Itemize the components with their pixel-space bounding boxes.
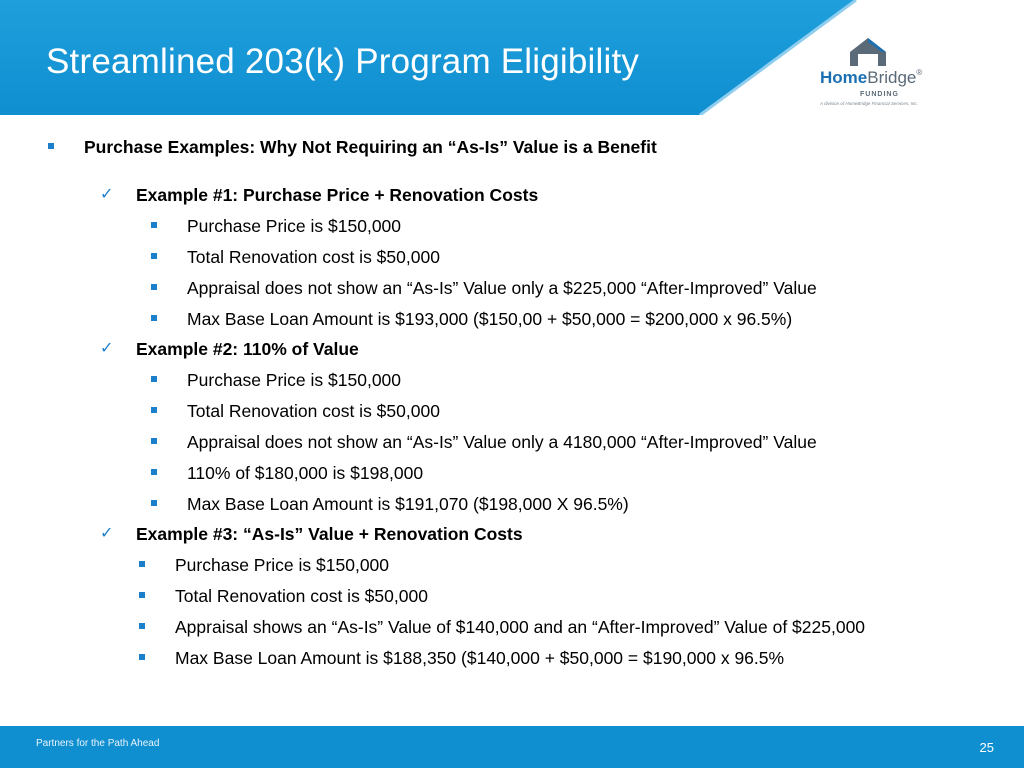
list-item: Total Renovation cost is $50,000 xyxy=(187,401,440,421)
square-bullet-icon xyxy=(151,315,157,321)
page-number: 25 xyxy=(979,740,994,755)
square-bullet-icon xyxy=(139,561,145,567)
square-bullet-icon xyxy=(151,469,157,475)
example-title: Example #1: Purchase Price + Renovation Costs xyxy=(136,185,539,205)
square-bullet-icon xyxy=(151,253,157,259)
list-item: Purchase Price is $150,000 xyxy=(187,216,402,236)
logo-wordmark xyxy=(820,68,922,88)
square-bullet-icon xyxy=(151,376,157,382)
checkmark-icon: ✓ xyxy=(100,525,114,542)
list-item: Appraisal does not show an “As-Is” Value only a 4180,000 “After-Improved” Value xyxy=(187,432,817,452)
square-bullet-icon xyxy=(151,500,157,506)
checkmark-icon: ✓ xyxy=(100,186,114,203)
list-item: Max Base Loan Amount is $191,070 ($198,000 X 96.5%) xyxy=(187,494,629,514)
list-item: Purchase Price is $150,000 xyxy=(175,555,390,575)
list-item: Max Base Loan Amount is $193,000 ($150,00 + $50,000 = $200,000 x 96.5%) xyxy=(187,309,793,329)
list-item: Appraisal shows an “As-Is” Value of $140,000 and an “After-Improved” Value of $225,000 xyxy=(175,617,866,637)
square-bullet-icon xyxy=(139,623,145,629)
checkmark-icon: ✓ xyxy=(100,340,114,357)
logo-word-bridge: Bridge xyxy=(867,68,917,87)
footer-tagline: Partners for the Path Ahead xyxy=(36,738,160,749)
square-bullet-icon xyxy=(151,438,157,444)
square-bullet-icon xyxy=(48,143,54,149)
example-title: Example #3: “As-Is” Value + Renovation Costs xyxy=(136,524,523,544)
example-title: Example #2: 110% of Value xyxy=(136,339,359,359)
square-bullet-icon xyxy=(139,592,145,598)
square-bullet-icon xyxy=(151,407,157,413)
logo-subtext: FUNDING xyxy=(860,91,899,98)
list-item: 110% of $180,000 is $198,000 xyxy=(187,463,424,483)
list-item: Total Renovation cost is $50,000 xyxy=(175,586,428,606)
square-bullet-icon xyxy=(151,284,157,290)
section-heading: Purchase Examples: Why Not Requiring an “As-Is” Value is a Benefit xyxy=(84,137,657,157)
logo-word-home: Home xyxy=(820,68,868,87)
logo-registered-mark: ® xyxy=(916,68,923,77)
company-logo xyxy=(812,36,932,116)
list-item: Total Renovation cost is $50,000 xyxy=(187,247,440,267)
page-title: Streamlined 203(k) Program Eligibility xyxy=(46,42,640,81)
list-item: Appraisal does not show an “As-Is” Value only a $225,000 “After-Improved” Value xyxy=(187,278,817,298)
square-bullet-icon xyxy=(151,222,157,228)
square-bullet-icon xyxy=(139,654,145,660)
list-item: Purchase Price is $150,000 xyxy=(187,370,402,390)
footer-bar xyxy=(0,726,1024,768)
house-icon xyxy=(848,36,888,68)
logo-tagline: A division of HomeBridge Financial Services, Inc. xyxy=(820,101,918,106)
list-item: Max Base Loan Amount is $188,350 ($140,000 + $50,000 = $190,000 x 96.5% xyxy=(175,648,785,668)
